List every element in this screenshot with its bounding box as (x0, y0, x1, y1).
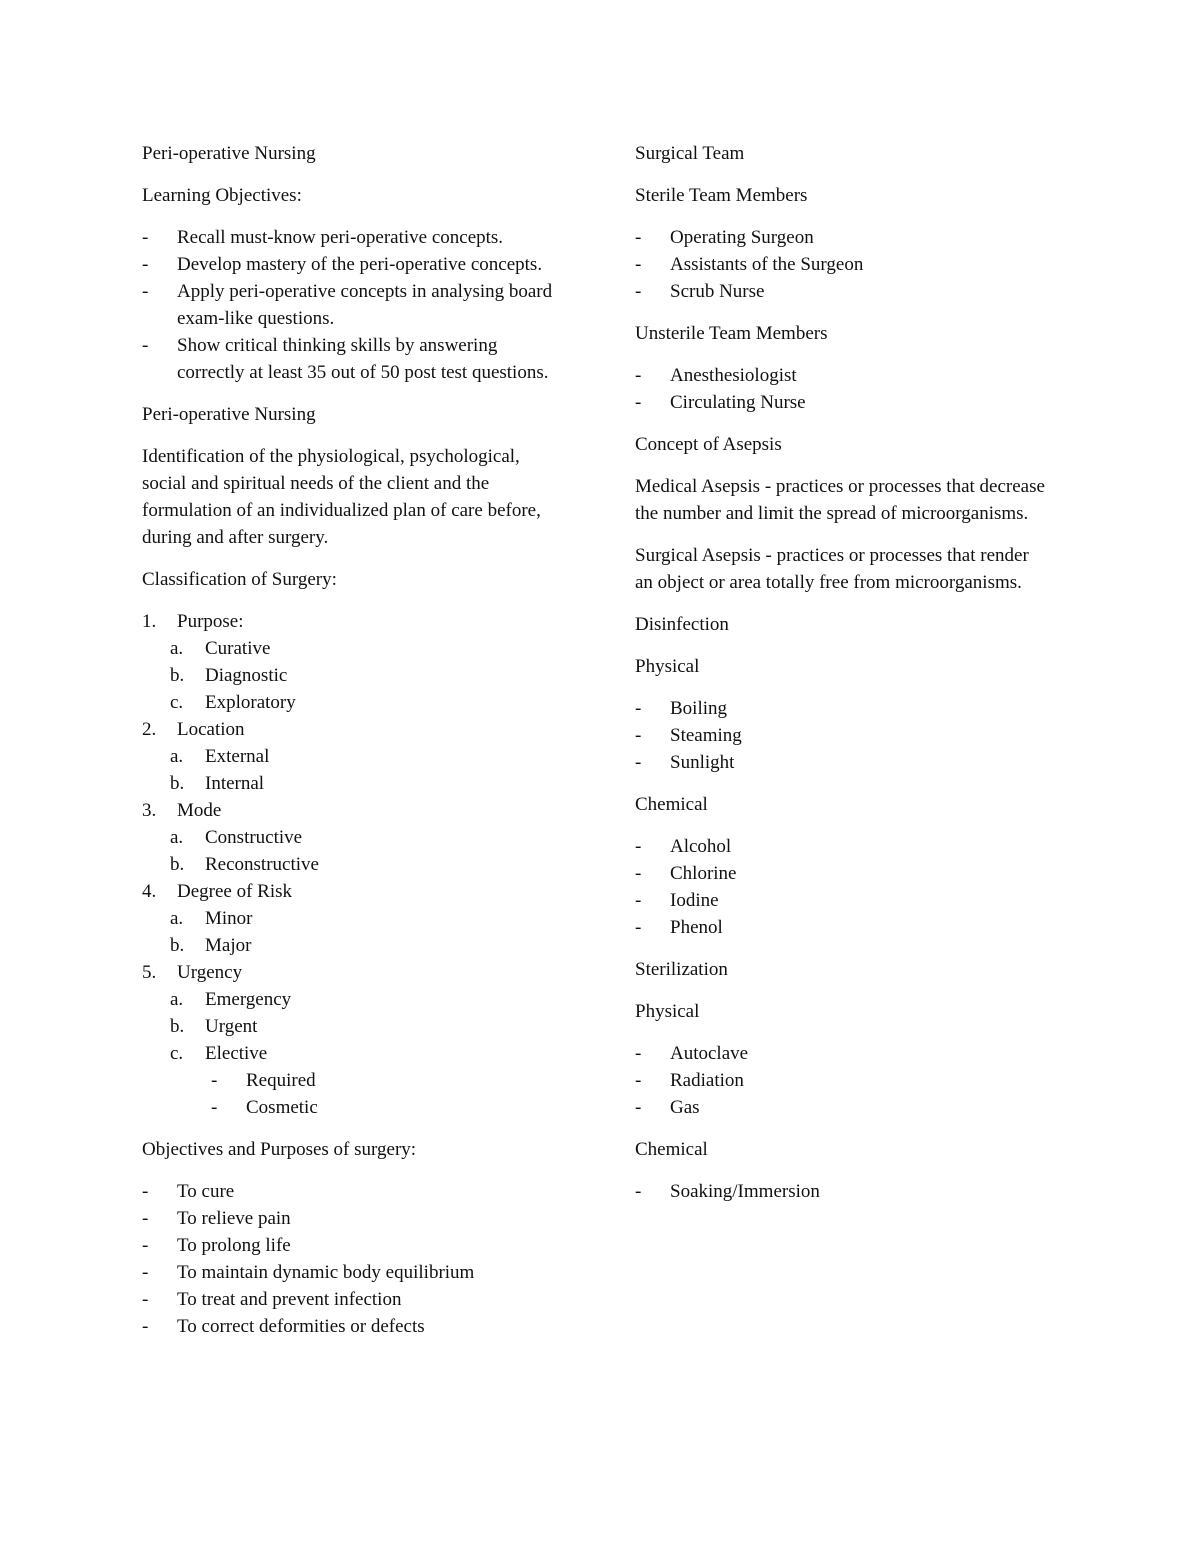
definition-text: Identification of the physiological, psychological, social and spiritual needs of the client and the formulation of an individualized plan of care before, during and after surgery. (142, 446, 541, 548)
disinfection-physical-list (635, 695, 1045, 776)
sublist-label: Urgent (205, 1016, 258, 1037)
list-item: - Phenol (635, 914, 1045, 941)
disinfection-heading: Disinfection (635, 614, 729, 635)
asepsis-heading: Concept of Asepsis (635, 434, 782, 455)
sublist (170, 743, 562, 797)
sublist (170, 905, 562, 959)
list-marker: c. (170, 692, 184, 713)
sterilization-physical-list (635, 1040, 1045, 1121)
sublist-label: Elective (205, 1043, 268, 1064)
list-item: - Assistants of the Surgeon (635, 251, 1045, 278)
definition-heading: Peri-operative Nursing (142, 404, 316, 425)
list-item: - Recall must-know peri-operative concepts. (142, 224, 562, 251)
sterilization-heading: Sterilization (635, 959, 728, 980)
list-item: - Operating Surgeon (635, 224, 1045, 251)
classification-label: Degree of Risk (177, 881, 293, 902)
sublist-label: Curative (205, 638, 271, 659)
list-item: - To treat and prevent infection (142, 1286, 562, 1313)
list-marker: b. (170, 773, 185, 794)
list-item: - Develop mastery of the peri-operative concepts. (142, 251, 562, 278)
sublist-item (170, 1013, 562, 1040)
sterilization-physical-heading: Physical (635, 1001, 700, 1022)
right-column (635, 140, 1045, 1220)
unsterile-members-list (635, 362, 1045, 416)
classification-item (142, 608, 562, 716)
sublist (170, 824, 562, 878)
list-item: - To relieve pain (142, 1205, 562, 1232)
list-marker: 4. (142, 881, 157, 902)
classification-list (142, 608, 562, 1121)
surgical-team-heading: Surgical Team (635, 143, 745, 164)
list-marker: 1. (142, 611, 157, 632)
classification-label: Mode (177, 800, 222, 821)
list-item: - Sunlight (635, 749, 1045, 776)
sublist-label: Emergency (205, 989, 292, 1010)
list-marker: 2. (142, 719, 157, 740)
list-marker: b. (170, 854, 185, 875)
sublist-item (170, 635, 562, 662)
surgical-asepsis-text: Surgical Asepsis - practices or processes that render an object or area totally free from microorganisms. (635, 545, 1029, 593)
sublist-item (170, 905, 562, 932)
objectives-heading: Objectives and Purposes of surgery: (142, 1139, 417, 1160)
classification-item (142, 959, 562, 1121)
list-item: - Alcohol (635, 833, 1045, 860)
sterilization-chemical-heading: Chemical (635, 1139, 708, 1160)
classification-label: Purpose: (177, 611, 244, 632)
list-item: - To correct deformities or defects (142, 1313, 562, 1340)
list-marker: 3. (142, 800, 157, 821)
list-marker: a. (170, 746, 184, 767)
list-item: - Apply peri-operative concepts in analysing board exam-like questions. (142, 278, 562, 332)
list-item: - Steaming (635, 722, 1045, 749)
left-column (142, 140, 562, 1355)
classification-heading: Classification of Surgery: (142, 569, 337, 590)
sublist-item (170, 986, 562, 1013)
sterilization-chemical-list (635, 1178, 1045, 1205)
sublist-item (170, 662, 562, 689)
list-item: - Iodine (635, 887, 1045, 914)
list-item: - Scrub Nurse (635, 278, 1045, 305)
list-item: - To prolong life (142, 1232, 562, 1259)
list-marker: b. (170, 935, 185, 956)
list-marker: a. (170, 989, 184, 1010)
classification-label: Urgency (177, 962, 243, 983)
sublist-item (170, 770, 562, 797)
classification-label: Location (177, 719, 245, 740)
learning-objectives-list (142, 224, 562, 386)
sublist-item (170, 851, 562, 878)
list-item: - Autoclave (635, 1040, 1045, 1067)
sublist-label: Reconstructive (205, 854, 319, 875)
list-marker: a. (170, 827, 184, 848)
list-marker: b. (170, 1016, 185, 1037)
sublist-item (170, 689, 562, 716)
sublist (170, 635, 562, 716)
classification-item (142, 716, 562, 797)
list-item: - Cosmetic (211, 1094, 562, 1121)
list-item: - Circulating Nurse (635, 389, 1045, 416)
sublist-label: Exploratory (205, 692, 296, 713)
disinfection-physical-heading: Physical (635, 656, 700, 677)
sublist-label: Constructive (205, 827, 303, 848)
sublist (170, 986, 562, 1121)
classification-item (142, 878, 562, 959)
list-item: - To maintain dynamic body equilibrium (142, 1259, 562, 1286)
list-item: - Anesthesiologist (635, 362, 1045, 389)
elective-sublist (211, 1067, 562, 1121)
sterile-members-list (635, 224, 1045, 305)
medical-asepsis-text: Medical Asepsis - practices or processes that decrease the number and limit the spread of microorganisms. (635, 476, 1045, 524)
learning-objectives-heading: Learning Objectives: (142, 185, 302, 206)
document-title: Peri-operative Nursing (142, 143, 316, 164)
unsterile-heading: Unsterile Team Members (635, 323, 828, 344)
disinfection-chemical-heading: Chemical (635, 794, 708, 815)
list-marker: a. (170, 638, 184, 659)
list-item: - Gas (635, 1094, 1045, 1121)
list-item: - To cure (142, 1178, 562, 1205)
list-item: - Show critical thinking skills by answering correctly at least 35 out of 50 post test questions. (142, 332, 562, 386)
list-item: - Soaking/Immersion (635, 1178, 1045, 1205)
list-item: - Boiling (635, 695, 1045, 722)
sublist-item (170, 824, 562, 851)
sublist-item (170, 743, 562, 770)
list-marker: b. (170, 665, 185, 686)
sublist-item (170, 932, 562, 959)
classification-item (142, 797, 562, 878)
sublist-label: Internal (205, 773, 265, 794)
list-marker: 5. (142, 962, 157, 983)
sublist-label: Major (205, 935, 252, 956)
disinfection-chemical-list (635, 833, 1045, 941)
sublist-label: External (205, 746, 270, 767)
sterile-heading: Sterile Team Members (635, 185, 808, 206)
list-item: - Chlorine (635, 860, 1045, 887)
list-marker: a. (170, 908, 184, 929)
list-item: - Radiation (635, 1067, 1045, 1094)
objectives-list (142, 1178, 562, 1340)
list-item: - Required (211, 1067, 562, 1094)
sublist-label: Minor (205, 908, 253, 929)
sublist-label: Diagnostic (205, 665, 288, 686)
list-marker: c. (170, 1043, 184, 1064)
sublist-item (170, 1040, 562, 1121)
